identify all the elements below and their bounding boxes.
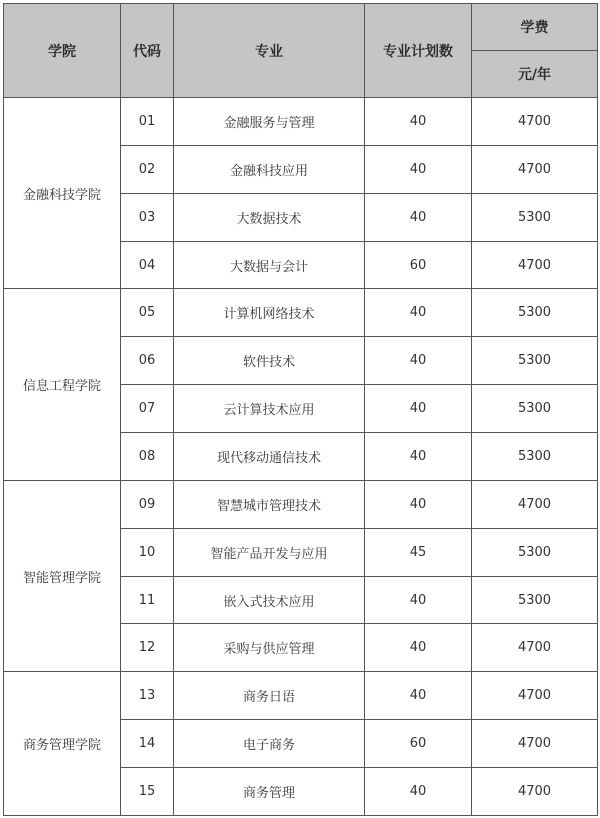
fee-cell: 4700	[472, 480, 598, 528]
major-cell: 计算机网络技术	[174, 289, 365, 337]
plan-cell: 60	[365, 241, 472, 289]
plan-cell: 40	[365, 672, 472, 720]
fee-cell: 4700	[472, 768, 598, 816]
header-plan: 专业计划数	[365, 4, 472, 98]
plan-cell: 40	[365, 576, 472, 624]
fee-cell: 5300	[472, 289, 598, 337]
major-cell: 电子商务	[174, 720, 365, 768]
code-cell: 03	[121, 193, 174, 241]
code-cell: 12	[121, 624, 174, 672]
major-cell: 大数据技术	[174, 193, 365, 241]
major-cell: 嵌入式技术应用	[174, 576, 365, 624]
plan-cell: 40	[365, 145, 472, 193]
fee-cell: 4700	[472, 672, 598, 720]
fee-cell: 5300	[472, 193, 598, 241]
fee-cell: 5300	[472, 433, 598, 481]
table-row	[4, 289, 598, 337]
major-cell: 现代移动通信技术	[174, 433, 365, 481]
plan-cell: 60	[365, 720, 472, 768]
table-row	[4, 98, 598, 146]
code-cell: 09	[121, 480, 174, 528]
fee-cell: 4700	[472, 241, 598, 289]
fee-cell: 5300	[472, 385, 598, 433]
fee-cell: 5300	[472, 576, 598, 624]
code-cell: 11	[121, 576, 174, 624]
major-cell: 云计算技术应用	[174, 385, 365, 433]
code-cell: 10	[121, 528, 174, 576]
plan-cell: 40	[365, 768, 472, 816]
header-major: 专业	[174, 4, 365, 98]
plan-cell: 40	[365, 385, 472, 433]
code-cell: 08	[121, 433, 174, 481]
code-cell: 14	[121, 720, 174, 768]
table-row	[4, 480, 598, 528]
major-cell: 采购与供应管理	[174, 624, 365, 672]
header-college: 学院	[4, 4, 121, 98]
fee-cell: 5300	[472, 528, 598, 576]
fee-cell: 4700	[472, 720, 598, 768]
plan-cell: 40	[365, 480, 472, 528]
plan-cell: 40	[365, 98, 472, 146]
major-cell: 商务管理	[174, 768, 365, 816]
major-cell: 大数据与会计	[174, 241, 365, 289]
major-cell: 智慧城市管理技术	[174, 480, 365, 528]
fee-cell: 4700	[472, 98, 598, 146]
plan-cell: 40	[365, 433, 472, 481]
college-cell: 商务管理学院	[4, 672, 121, 816]
code-cell: 07	[121, 385, 174, 433]
header-fee-unit: 元/年	[472, 51, 598, 98]
fee-cell: 4700	[472, 145, 598, 193]
major-cell: 金融科技应用	[174, 145, 365, 193]
plan-cell: 40	[365, 337, 472, 385]
code-cell: 05	[121, 289, 174, 337]
college-cell: 信息工程学院	[4, 289, 121, 480]
code-cell: 13	[121, 672, 174, 720]
major-cell: 金融服务与管理	[174, 98, 365, 146]
header-code: 代码	[121, 4, 174, 98]
major-cell: 智能产品开发与应用	[174, 528, 365, 576]
fee-cell: 5300	[472, 337, 598, 385]
fee-cell: 4700	[472, 624, 598, 672]
plan-cell: 45	[365, 528, 472, 576]
major-cell: 软件技术	[174, 337, 365, 385]
college-cell: 智能管理学院	[4, 480, 121, 671]
code-cell: 02	[121, 145, 174, 193]
table-body	[4, 98, 598, 816]
header-fee: 学费	[472, 4, 598, 51]
table-row	[4, 672, 598, 720]
enrollment-table	[3, 3, 598, 816]
plan-cell: 40	[365, 289, 472, 337]
code-cell: 15	[121, 768, 174, 816]
plan-cell: 40	[365, 624, 472, 672]
major-cell: 商务日语	[174, 672, 365, 720]
plan-cell: 40	[365, 193, 472, 241]
code-cell: 01	[121, 98, 174, 146]
code-cell: 06	[121, 337, 174, 385]
code-cell: 04	[121, 241, 174, 289]
college-cell: 金融科技学院	[4, 98, 121, 289]
